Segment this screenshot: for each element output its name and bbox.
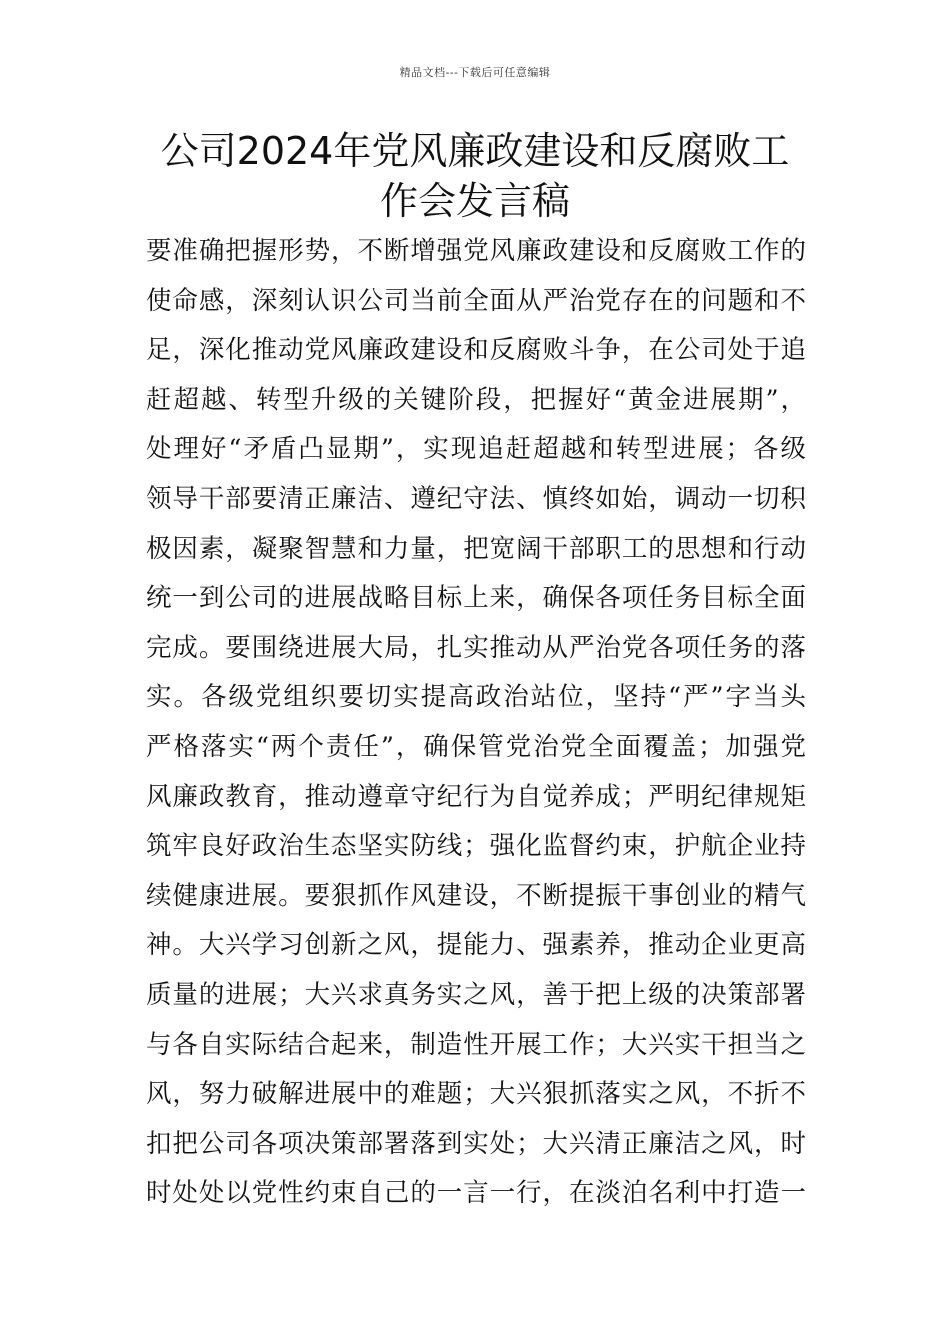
- page-title: [0, 126, 950, 226]
- body-line: 严格落实“两个责任”，确保管党治党全面覆盖；加强党: [146, 731, 806, 762]
- body-line: 实。各级党组织要切实提高政治站位，坚持“严”字当头: [146, 682, 806, 713]
- header-note: 精品文档---下载后可任意编辑: [399, 66, 551, 79]
- title-line-2: 作会发言稿: [379, 179, 570, 223]
- body-line: 领导干部要清正廉洁、遵纪守法、慎终如始，调动一切积: [146, 483, 806, 514]
- body-line: 统一到公司的进展战略目标上来，确保各项任务目标全面: [146, 583, 806, 614]
- body-line: 扣把公司各项决策部署落到实处；大兴清正廉洁之风，时: [146, 1128, 806, 1159]
- body-line: 风，努力破解进展中的难题；大兴狠抓落实之风，不折不: [146, 1079, 806, 1110]
- body-line: 质量的进展；大兴求真务实之风，善于把上级的决策部署: [146, 979, 806, 1010]
- body-line: 赶超越、转型升级的关键阶段，把握好“黄金进展期”，: [146, 384, 806, 415]
- body-line: 风廉政教育，推动遵章守纪行为自觉养成；严明纪律规矩: [146, 781, 806, 812]
- body-line: 完成。要围绕进展大局，扎实推动从严治党各项任务的落: [146, 632, 806, 663]
- title-line-1: 公司2024年党风廉政建设和反腐败工: [160, 129, 790, 173]
- body-line: 续健康进展。要狠抓作风建设，不断提振干事创业的精气: [146, 880, 806, 911]
- body-line: 神。大兴学习创新之风，提能力、强素养，推动企业更高: [146, 930, 806, 961]
- body-line: 时处处以党性约束自己的一言一行，在淡泊名利中打造一: [146, 1178, 806, 1209]
- body-line: 筑牢良好政治生态坚实防线；强化监督约束，护航企业持: [146, 831, 806, 862]
- body-line: 使命感，深刻认识公司当前全面从严治党存在的问题和不: [146, 285, 806, 316]
- body-line: 与各自实际结合起来，制造性开展工作；大兴实干担当之: [146, 1029, 806, 1060]
- body-line: 极因素，凝聚智慧和力量，把宽阔干部职工的思想和行动: [146, 533, 806, 564]
- body-line: 处理好“矛盾凸显期”，实现追赶超越和转型进展；各级: [146, 434, 806, 465]
- body-line: 要准确把握形势，不断增强党风廉政建设和反腐败工作的: [146, 236, 806, 266]
- body-text: [146, 227, 806, 1219]
- body-line: 足，深化推动党风廉政建设和反腐败斗争，在公司处于追: [146, 335, 806, 366]
